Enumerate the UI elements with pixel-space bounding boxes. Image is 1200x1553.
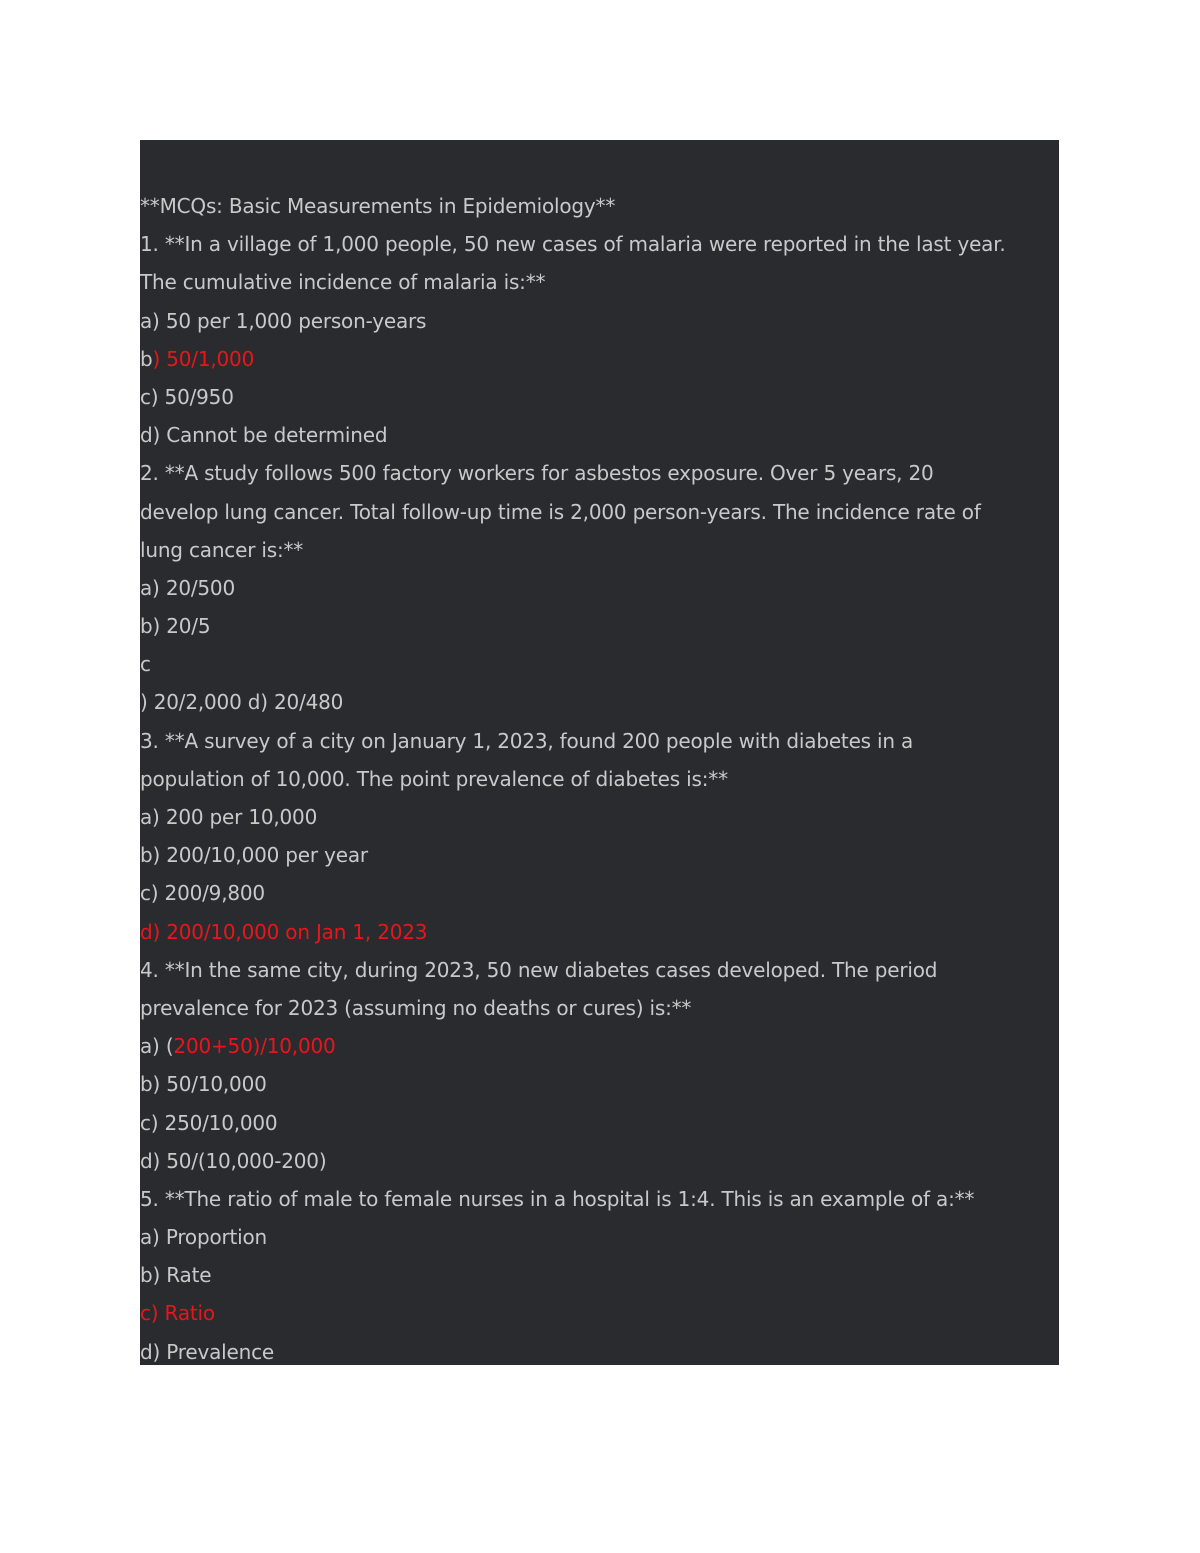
text-line: prevalence for 2023 (assuming no deaths or cures) is:**: [140, 995, 692, 1020]
document-body: [140, 225, 1059, 1365]
text-line: lung cancer is:**: [140, 537, 304, 562]
text-line: 1. **In a village of 1,000 people, 50 new cases of malaria were reported in the last year.: [140, 232, 1006, 257]
text-line: 3. **A survey of a city on January 1, 2023, found 200 people with diabetes in a: [140, 728, 914, 753]
text-line: develop lung cancer. Total follow-up time is 2,000 person-years. The incidence rate of: [140, 499, 981, 524]
text-line: a) 50 per 1,000 person-years: [140, 308, 427, 333]
text-line: d) 50/(10,000-200): [140, 1148, 327, 1173]
highlighted-answer: c) Ratio: [140, 1301, 215, 1326]
text-line: 5. **The ratio of male to female nurses in a hospital is 1:4. This is an example of a:**: [140, 1186, 975, 1211]
text-line: The cumulative incidence of malaria is:**: [140, 270, 546, 295]
text-line: population of 10,000. The point prevalence of diabetes is:**: [140, 766, 728, 791]
text-line: [140, 913, 1059, 951]
text-line: b) Rate: [140, 1263, 212, 1288]
document-panel: [140, 140, 1059, 1365]
text-line: c) 50/950: [140, 384, 234, 409]
text-line: b) 200/10,000 per year: [140, 843, 368, 868]
text-line: a) 20/500: [140, 575, 235, 600]
highlighted-answer: 200+50)/10,000: [173, 1034, 336, 1059]
highlighted-answer: d) 200/10,000 on Jan 1, 2023: [140, 919, 428, 944]
text-line: [140, 1027, 1059, 1065]
text-line: 4. **In the same city, during 2023, 50 new diabetes cases developed. The period: [140, 957, 938, 982]
text-line: b) 50/10,000: [140, 1072, 267, 1097]
text-line: d) Prevalence: [140, 1339, 274, 1364]
option-prefix: a) (: [140, 1034, 174, 1059]
text-line: b) 20/5: [140, 614, 211, 639]
document-title: **MCQs: Basic Measurements in Epidemiology**: [140, 194, 616, 218]
text-line: d) Cannot be determined: [140, 423, 388, 448]
option-prefix: b: [140, 346, 153, 371]
text-line: c) 200/9,800: [140, 881, 265, 906]
text-line: a) 200 per 10,000: [140, 805, 318, 829]
text-line: [140, 1294, 1059, 1332]
text-line: [140, 340, 1059, 378]
text-line: c) 250/10,000: [140, 1110, 278, 1135]
text-line: 2. **A study follows 500 factory workers for asbestos exposure. Over 5 years, 20: [140, 461, 934, 486]
text-line: ) 20/2,000 d) 20/480: [140, 690, 344, 715]
text-line: c: [140, 652, 151, 677]
highlighted-answer: ) 50/1,000: [152, 346, 255, 371]
text-line: a) Proportion: [140, 1225, 268, 1250]
